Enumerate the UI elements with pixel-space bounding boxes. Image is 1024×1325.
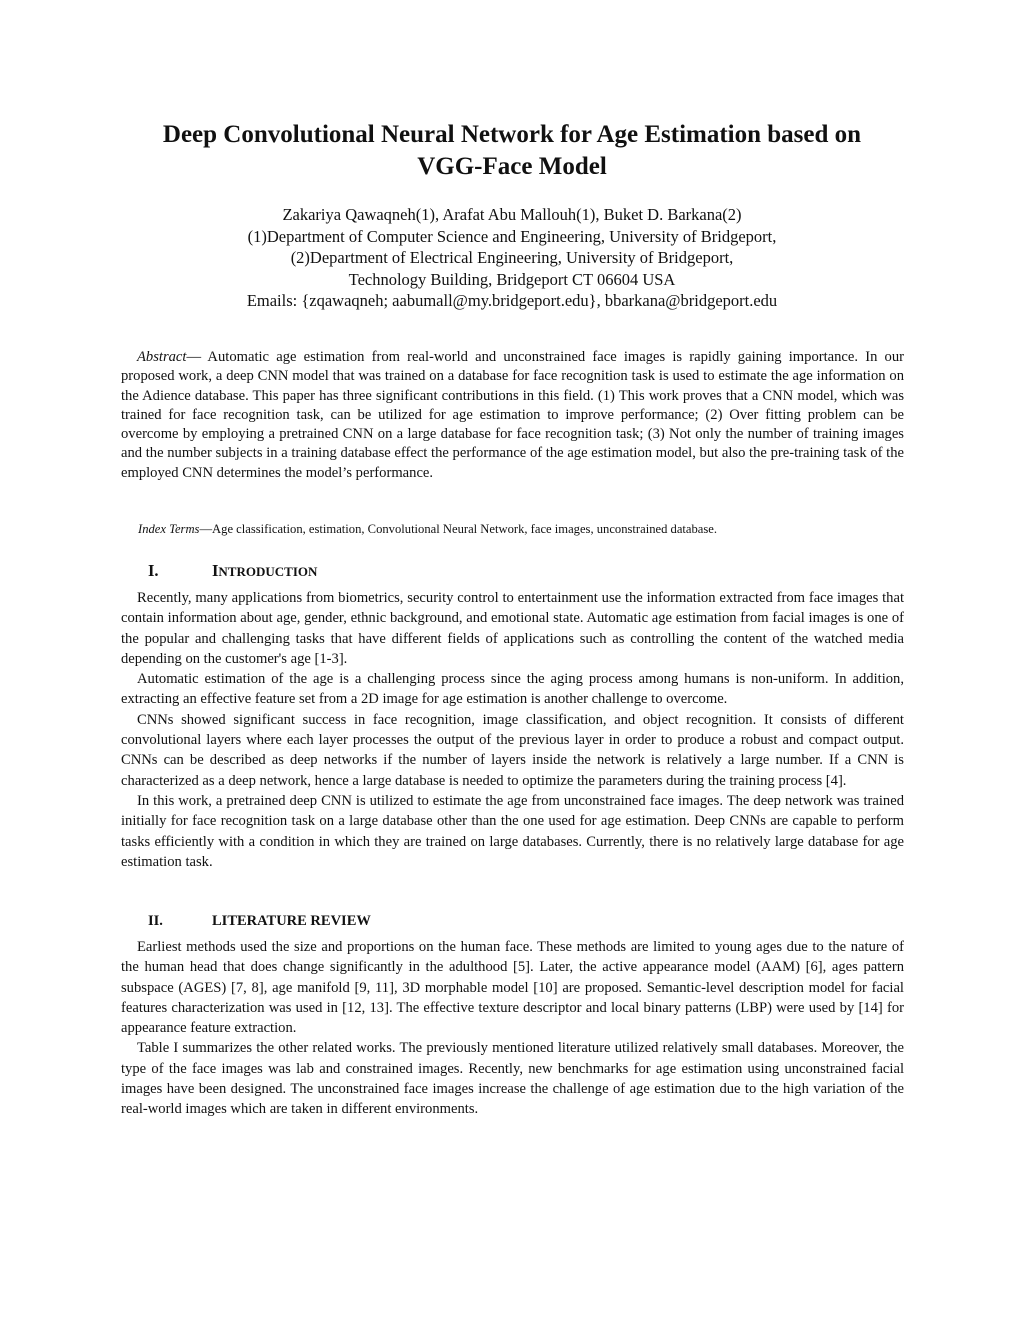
title-line-1: Deep Convolutional Neural Network for Age Estimation based on bbox=[162, 121, 862, 148]
abstract-lead bbox=[137, 349, 201, 365]
author-block bbox=[100, 204, 924, 312]
section-number: I. bbox=[148, 561, 159, 580]
affiliation-2: (2)Department of Electrical Engineering, University of Bridgeport, bbox=[290, 248, 734, 267]
paragraph: Table I summarizes the other related works. The previously mentioned literature utilized relatively small databases. Moreover, the type of the face images was lab and constrained images. Recently, new benchmarks for age estimation using unconstrained facial images have been designed. The unconstrained face images increase the challenge of age estimation due to the high variation of the real-world images which are taken in different environments. bbox=[121, 1040, 904, 1118]
abstract-label: Abstract bbox=[137, 349, 187, 365]
paragraph: In this work, a pretrained deep CNN is utilized to estimate the age from unconstrained face images. The deep network was trained initially for face recognition task on a large database other than the one used for age estimation. Deep CNNs are capable to perform tasks efficiently with a condition in which they are trained on large databases. Currently, there is no relatively large database for age estimation task. bbox=[121, 792, 904, 870]
title-line-2: VGG-Face Model bbox=[417, 153, 607, 180]
paragraph: CNNs showed significant success in face recognition, image classification, and object recognition. It consists of different convolutional layers where each layer processes the output of the previous layer in order to produce a robust and compact output. CNNs can be described as deep networks if the number of layers inside the network is relatively a large number. If a CNN is characterized as a deep network, hence a large database is needed to optimize the parameters during the training process [4]. bbox=[121, 711, 904, 789]
abstract-text: Automatic age estimation from real-world and unconstrained face images is rapidly gaining importance. In our proposed work, a deep CNN model that was trained on a database for face recognition task is used to estimate the age information on the Adience database. This paper has three significant contributions in this field. (1) This work proves that a CNN model, which was trained for face recognition task, can be utilized for age estimation to improve performance; (2) Over fitting problem can be overcome by employing a pretrained CNN on a large database for face recognition task; (3) Not only the number of training images and the number subjects in a training database effect the performance of the age estimation model, but also the pre-training task of the employed CNN determines the model’s performance. bbox=[121, 349, 904, 481]
affiliation-1: (1)Department of Computer Science and Engineering, University of Bridgeport, bbox=[247, 226, 777, 246]
section-title-initial: I bbox=[212, 561, 219, 580]
abstract-dash: — bbox=[186, 349, 202, 365]
section-title bbox=[212, 560, 317, 583]
section-title: LITERATURE REVIEW bbox=[212, 913, 371, 929]
index-terms bbox=[138, 521, 908, 537]
author-emails: Emails: {zqawaqneh; aabumall@my.bridgeport.edu}, bbarkana@bridgeport.edu bbox=[246, 291, 778, 310]
abstract bbox=[121, 348, 904, 483]
section-title-rest: NTRODUCTION bbox=[218, 564, 318, 579]
paragraph: Earliest methods used the size and proportions on the human face. These methods are limited to young ages due to the nature of the human head that does change significantly in the adulthood [5]. Later, the active appearance model (AAM) [6], ages pattern subspace (AGES) [7, 8], age manifold [9, 11], 3D morphable model [10] are proposed. Semantic-level description model for facial features characterization was used in [12, 13]. The effective texture descriptor and local binary patterns (LBP) were used by [14] for appearance feature extraction. bbox=[121, 939, 904, 1037]
affiliation-address: Technology Building, Bridgeport CT 06604 USA bbox=[348, 269, 676, 289]
paragraph: Recently, many applications from biometrics, security control to entertainment use the information extracted from face images that contain information about age, gender, ethnic background, and emotional state. Automatic age estimation from facial images is one of the popular and challenging tasks that have different fields of applications such as controlling the content of the watched media depending on the customer's age [1-3]. bbox=[121, 590, 904, 667]
author-names: Zakariya Qawaqneh(1), Arafat Abu Mallouh(1), Buket D. Barkana(2) bbox=[282, 205, 742, 224]
index-terms-label: Index Terms bbox=[138, 522, 200, 536]
paragraph: Automatic estimation of the age is a challenging process since the aging process among humans is non-uniform. In addition, extracting an effective feature set from a 2D image for age estimation is another challenge to overcome. bbox=[121, 671, 904, 708]
section-number: II. bbox=[148, 913, 163, 929]
section-literature-review-body bbox=[121, 937, 904, 1120]
section-introduction-body bbox=[121, 588, 904, 872]
index-terms-text: —Age classification, estimation, Convolutional Neural Network, face images, unconstrained database. bbox=[199, 522, 718, 536]
paper-title bbox=[100, 119, 924, 183]
